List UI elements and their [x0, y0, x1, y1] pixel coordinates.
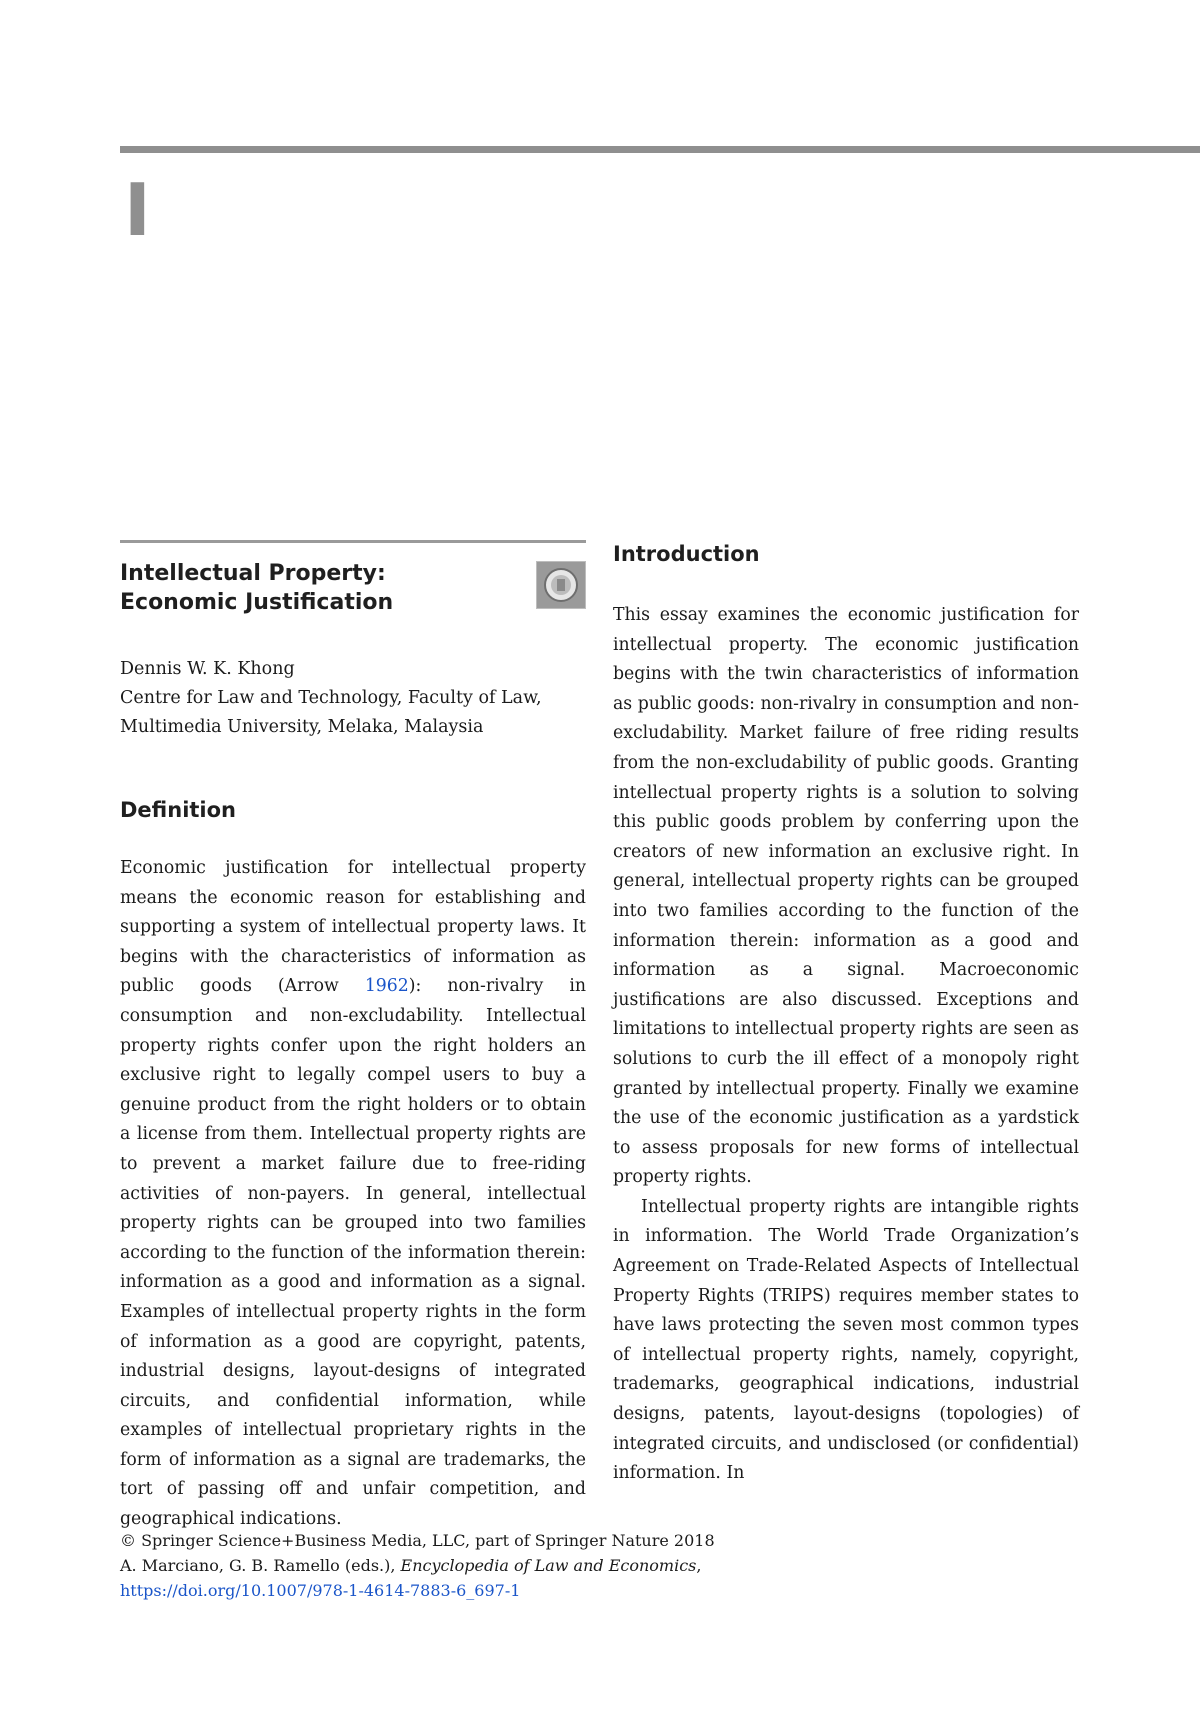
doi-link[interactable]: https://doi.org/10.1007/978-1-4614-7883-6_697-1 [120, 1581, 521, 1600]
article-title-line2: Economic Justification [120, 590, 394, 615]
copyright-line: © Springer Science+Business Media, LLC, part of Springer Nature 2018 [120, 1531, 715, 1550]
footer [120, 1528, 820, 1603]
introduction-heading: Introduction [613, 542, 760, 566]
definition-paragraph [120, 854, 586, 1535]
editors: A. Marciano, G. B. Ramello (eds.), [120, 1556, 401, 1575]
affiliation-line2: Multimedia University, Melaka, Malaysia [120, 717, 484, 737]
right-column [613, 540, 1079, 1489]
article-title-line1: Intellectual Property: [120, 561, 386, 586]
definition-heading: Definition [120, 798, 237, 822]
left-column [120, 540, 586, 1535]
author-block [120, 655, 586, 742]
definition-text-part2: ): non-rivalry in consumption and non-excludability. Intellectual property rights confer upon the right holders an exclusive right to legally compel users to buy a genuine product from the right holders or to obtain a license from them. Intellectual property rights are to prevent a market failure due to free-riding activities of non-payers. In general, intellectual property rights can be grouped into two families according to the function of the information therein: information as a good and information as a signal. Examples of intellectual property rights in the form of information as a good are copyright, patents, industrial designs, layout-designs of integrated circuits, and confidential information, while examples of intellectual proprietary rights in the form of information as a signal are trademarks, the tort of passing off and unfair competition, and geographical indications. [120, 976, 586, 1530]
introduction-paragraph-1: This essay examines the economic justification for intellectual property. The economic justification begins with the twin characteristics of information as public goods: non-rivalry in consumption and non-excludability. Market failure of free riding results from the non-excludability of public goods. Granting intellectual property rights is a solution to solving this public goods problem by conferring upon the creators of new information an exclusive right. In general, intellectual property rights can be grouped into two families according to the function of the information therein: information as a good and information as a signal. Macroeconomic justifications are also discussed. Exceptions and limitations to intellectual property rights are seen as solutions to curb the ill effect of a monopoly right granted by intellectual property. Finally we examine the use of the economic justification as a yardstick to assess proposals for new forms of intellectual property rights. [613, 605, 1079, 1188]
citation-line [120, 1553, 820, 1578]
chapter-letter: I [124, 168, 151, 252]
crossmark-icon[interactable] [536, 561, 586, 609]
citation-link-1962[interactable]: 1962 [364, 976, 409, 997]
book-title: Encyclopedia of Law and Economics [400, 1556, 697, 1575]
introduction-paragraph-2: Intellectual property rights are intangible rights in information. The World Trade Organization’s Agreement on Trade-Related Aspects of Intellectual Property Rights (TRIPS) requires member states to have laws protecting the seven most common types of intellectual property rights, namely, copyright, trademarks, geographical indications, industrial designs, patents, layout-designs (topologies) of integrated circuits, and undisclosed (or confidential) information. In [613, 1196, 1079, 1484]
author-name: Dennis W. K. Khong [120, 659, 295, 679]
definition-text-part1: Economic justification for intellectual property means the economic reason for establishing and supporting a system of intellectual property laws. It begins with the characteristics of information as public goods (Arrow [120, 858, 586, 997]
article-title [120, 559, 586, 617]
top-rule [120, 146, 1200, 153]
column-rule [120, 540, 586, 543]
title-block [120, 559, 586, 617]
affiliation-line1: Centre for Law and Technology, Faculty of Law, [120, 688, 542, 708]
book-title-suffix: , [696, 1556, 702, 1575]
